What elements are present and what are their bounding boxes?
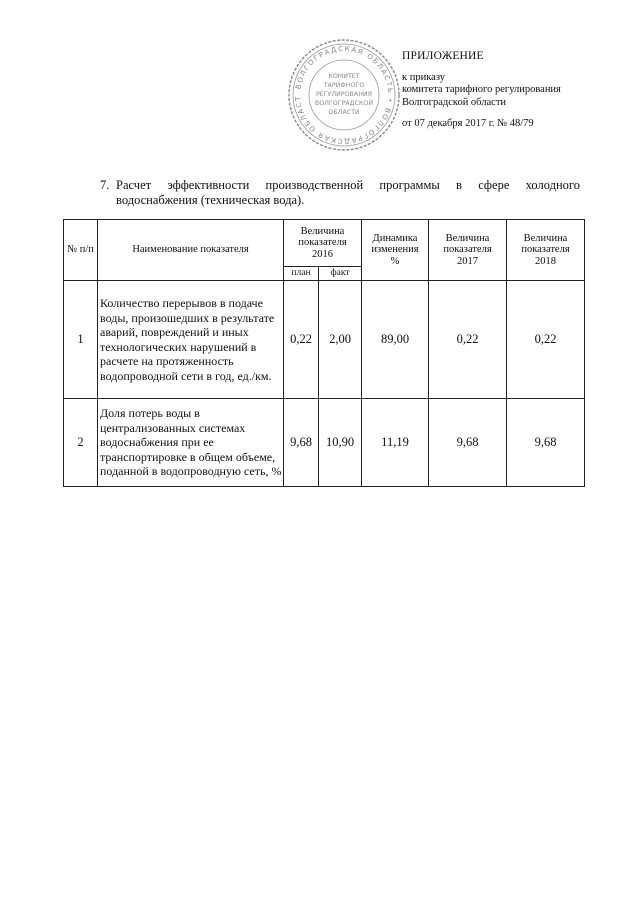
svg-text:РЕГУЛИРОВАНИЯ: РЕГУЛИРОВАНИЯ — [315, 91, 373, 98]
official-stamp — [285, 36, 403, 154]
row-dynamics: 89,00 — [362, 281, 429, 399]
header-value-2018: Величина показателя 2018 — [507, 220, 585, 281]
section-text: Расчет эффективности производственной программы в сфере холодного водоснабжения (техническая вода). — [116, 178, 580, 207]
stamp-seal-icon — [285, 36, 403, 154]
row-dynamics: 11,19 — [362, 399, 429, 487]
row-plan: 9,68 — [284, 399, 319, 487]
header-plan: план — [284, 267, 319, 281]
header-fact: факт — [319, 267, 362, 281]
row-num: 1 — [64, 281, 98, 399]
row-num: 2 — [64, 399, 98, 487]
order-line-2: комитета тарифного регулирования — [402, 84, 561, 95]
efficiency-table — [63, 219, 585, 487]
row-value-2017: 0,22 — [429, 281, 507, 399]
table-row — [64, 399, 585, 487]
order-date: от 07 декабря 2017 г. № 48/79 — [402, 118, 534, 129]
row-fact: 2,00 — [319, 281, 362, 399]
header-num: № п/п — [64, 220, 98, 281]
row-value-2018: 0,22 — [507, 281, 585, 399]
section-number: 7. — [100, 178, 110, 192]
row-name: Доля потерь воды в централизованных системах водоснабжения при ее транспортировке в общем объеме, поданной в водопроводную сеть, % — [98, 399, 284, 487]
row-name: Количество перерывов в подаче воды, произошедших в результате аварий, повреждений и иных технологических нарушений в расчете на протяженность водопроводной сети в год, ед./км. — [98, 281, 284, 399]
appendix-header — [402, 50, 632, 131]
table-row — [64, 281, 585, 399]
svg-text:ВОЛГОГРАДСКАЯ ОБЛАСТЬ • ВОЛГОГ: ВОЛГОГРАДСКАЯ ОБЛАСТЬ • ВОЛГОГРАДСКАЯ ОБЛАСТ — [293, 44, 395, 146]
header-value-2016: Величина показателя 2016 — [284, 220, 362, 267]
section-heading — [100, 178, 580, 208]
svg-text:ТАРИФНОГО: ТАРИФНОГО — [323, 82, 365, 89]
order-line-3: Волгоградской области — [402, 96, 507, 108]
row-value-2017: 9,68 — [429, 399, 507, 487]
order-line-1: к приказу — [402, 71, 445, 83]
header-value-2017: Величина показателя 2017 — [429, 220, 507, 281]
row-value-2018: 9,68 — [507, 399, 585, 487]
svg-text:ОБЛАСТИ: ОБЛАСТИ — [328, 109, 360, 116]
header-dynamics: Динамика изменения % — [362, 220, 429, 281]
header-name: Наименование показателя — [98, 220, 284, 281]
svg-text:ВОЛГОГРАДСКОЙ: ВОЛГОГРАДСКОЙ — [314, 100, 374, 107]
row-fact: 10,90 — [319, 399, 362, 487]
svg-text:КОМИТЕТ: КОМИТЕТ — [328, 73, 360, 80]
appendix-title: ПРИЛОЖЕНИЕ — [402, 50, 484, 62]
row-plan: 0,22 — [284, 281, 319, 399]
